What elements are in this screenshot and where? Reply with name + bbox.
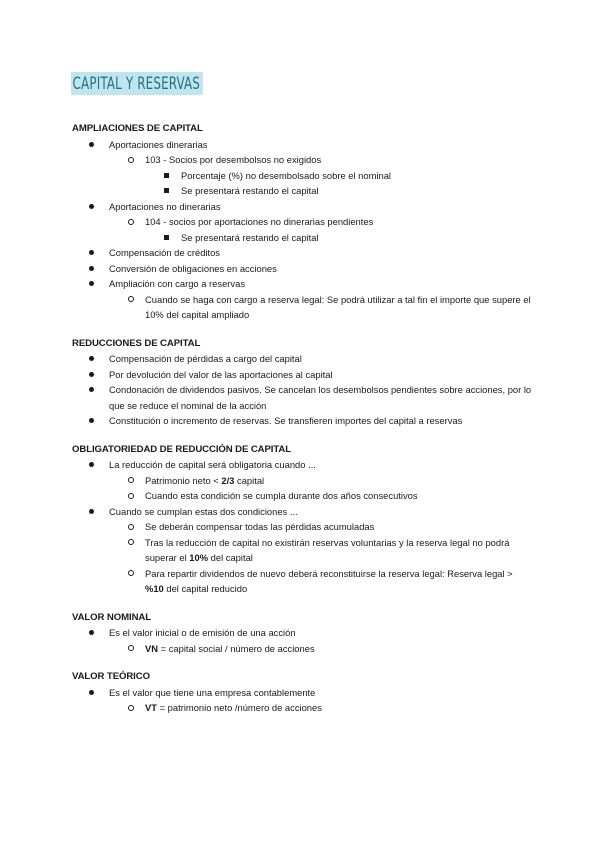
item-text-post: capital <box>234 474 265 486</box>
section-ampliaciones <box>72 121 532 323</box>
square-bullet-icon <box>164 235 169 240</box>
item-text-bold: VT <box>145 702 157 713</box>
list-item <box>72 230 532 246</box>
section-valor-teorico <box>72 669 532 716</box>
item-text: Es el valor inicial o de emisión de una acción <box>109 627 296 638</box>
item-text: Compensación de créditos <box>109 247 220 258</box>
item-text-post: del capital <box>208 552 253 563</box>
document-content <box>72 121 532 729</box>
circle-bullet-icon <box>128 157 134 163</box>
list-item <box>72 367 532 383</box>
item-text: Se deberán compensar todas las pérdidas acumuladas <box>145 521 375 532</box>
list-item <box>72 292 532 323</box>
item-text: Condonación de dividendos pasivos. Se cancelan los desembolsos pendientes sobre acciones, por lo que se reduce el nominal de la acción <box>109 384 532 411</box>
bullet-icon <box>89 372 94 377</box>
list-item <box>72 382 532 413</box>
item-text-pre: Tras la reducción de capital no existirán reservas voluntarias y la reserva legal no podrá superar el <box>145 536 510 563</box>
circle-bullet-icon <box>128 296 134 302</box>
bullet-list <box>72 351 532 429</box>
bullet-icon <box>89 142 94 147</box>
list-item <box>72 168 532 184</box>
list-item <box>72 457 532 473</box>
item-text: Se presentará restando el capital <box>181 185 319 196</box>
list-item <box>72 566 532 597</box>
item-text: Porcentaje (%) no desembolsado sobre el nominal <box>181 169 392 181</box>
list-item <box>72 276 532 292</box>
item-text: Se presentará restando el capital <box>181 231 319 243</box>
item-text: Cuando se cumplan estas dos condiciones ... <box>109 505 298 517</box>
item-text-post: del capital reducido <box>163 583 248 594</box>
list-item <box>72 625 532 641</box>
item-text-post: = patrimonio neto /número de acciones <box>156 702 322 713</box>
item-text: Conversión de obligaciones en acciones <box>109 262 277 274</box>
item-text: Cuando se haga con cargo a reserva legal: Se podrá utilizar a tal fin el importe que supere el 10% del capital ampliado <box>145 293 531 320</box>
item-text-bold: 2/3 <box>221 474 235 486</box>
section-heading: VALOR TEÓRICO <box>72 671 150 682</box>
list-item <box>72 504 532 520</box>
list-item <box>72 245 532 261</box>
section-reducciones <box>72 336 532 429</box>
circle-bullet-icon <box>128 645 134 651</box>
section-valor-nominal <box>72 610 532 657</box>
circle-bullet-icon <box>128 493 134 499</box>
list-item <box>72 413 532 429</box>
bullet-icon <box>89 204 94 209</box>
section-heading: REDUCCIONES DE CAPITAL <box>72 337 201 349</box>
circle-bullet-icon <box>128 570 134 576</box>
bullet-icon <box>89 266 94 271</box>
item-text-pre: Patrimonio neto < <box>145 474 222 486</box>
list-item <box>72 261 532 277</box>
list-item <box>72 351 532 367</box>
list-item <box>72 535 532 566</box>
item-text: La reducción de capital será obligatoria cuando ... <box>109 459 316 470</box>
list-item <box>72 488 532 504</box>
circle-bullet-icon <box>128 219 134 225</box>
item-text-post: = capital social / número de acciones <box>158 642 315 654</box>
bullet-icon <box>89 418 94 423</box>
item-text: Por devolución del valor de las aportaciones al capital <box>109 368 333 380</box>
list-item <box>72 700 532 716</box>
list-item <box>72 152 532 168</box>
item-text: Cuando esta condición se cumpla durante dos años consecutivos <box>145 490 418 501</box>
bullet-list <box>72 457 532 597</box>
item-text: Constitución o incremento de reservas. Se transfieren importes del capital a reservas <box>109 415 463 426</box>
bullet-icon <box>89 250 94 255</box>
list-item <box>72 519 532 535</box>
item-text: Es el valor que tiene una empresa contablemente <box>109 686 316 698</box>
list-item <box>72 199 532 215</box>
bullet-icon <box>89 281 94 286</box>
bullet-icon <box>89 630 94 635</box>
circle-bullet-icon <box>128 524 134 530</box>
item-text: 104 - socios por aportaciones no dinerarias pendientes <box>145 216 374 227</box>
list-item <box>72 641 532 657</box>
section-obligatoriedad <box>72 442 532 597</box>
list-item <box>72 214 532 230</box>
item-text-bold: 10% <box>189 552 209 563</box>
bullet-icon <box>89 509 94 514</box>
list-item <box>72 473 532 489</box>
bullet-icon <box>89 356 94 361</box>
item-text-bold: %10 <box>145 583 164 594</box>
square-bullet-icon <box>164 188 169 193</box>
item-text-pre: Para repartir dividendos de nuevo deberá reconstituirse la reserva legal: Reserva legal > <box>145 567 513 579</box>
item-text: 103 - Socios por desembolsos no exigidos <box>145 154 322 165</box>
circle-bullet-icon <box>128 539 134 545</box>
list-item <box>72 137 532 153</box>
list-item <box>72 183 532 199</box>
item-text: Ampliación con cargo a reservas <box>109 278 246 289</box>
circle-bullet-icon <box>128 477 134 483</box>
bullet-list <box>72 625 532 656</box>
bullet-icon <box>89 462 94 467</box>
section-heading: VALOR NOMINAL <box>72 611 151 623</box>
page-title: CAPITAL Y RESERVAS <box>71 72 203 95</box>
item-text-bold: VN <box>145 642 159 654</box>
bullet-icon <box>89 690 94 695</box>
bullet-icon <box>89 387 94 392</box>
bullet-list <box>72 137 532 323</box>
list-item <box>72 685 532 701</box>
section-heading: OBLIGATORIEDAD DE REDUCCIÓN DE CAPITAL <box>72 443 291 455</box>
section-heading: AMPLIACIONES DE CAPITAL <box>72 123 203 134</box>
item-text: Aportaciones dinerarias <box>109 138 208 150</box>
item-text: Aportaciones no dinerarias <box>109 200 221 212</box>
title-wrap <box>71 72 240 95</box>
item-text: Compensación de pérdidas a cargo del capital <box>109 353 302 364</box>
square-bullet-icon <box>164 173 169 178</box>
bullet-list <box>72 685 532 716</box>
circle-bullet-icon <box>128 705 134 711</box>
